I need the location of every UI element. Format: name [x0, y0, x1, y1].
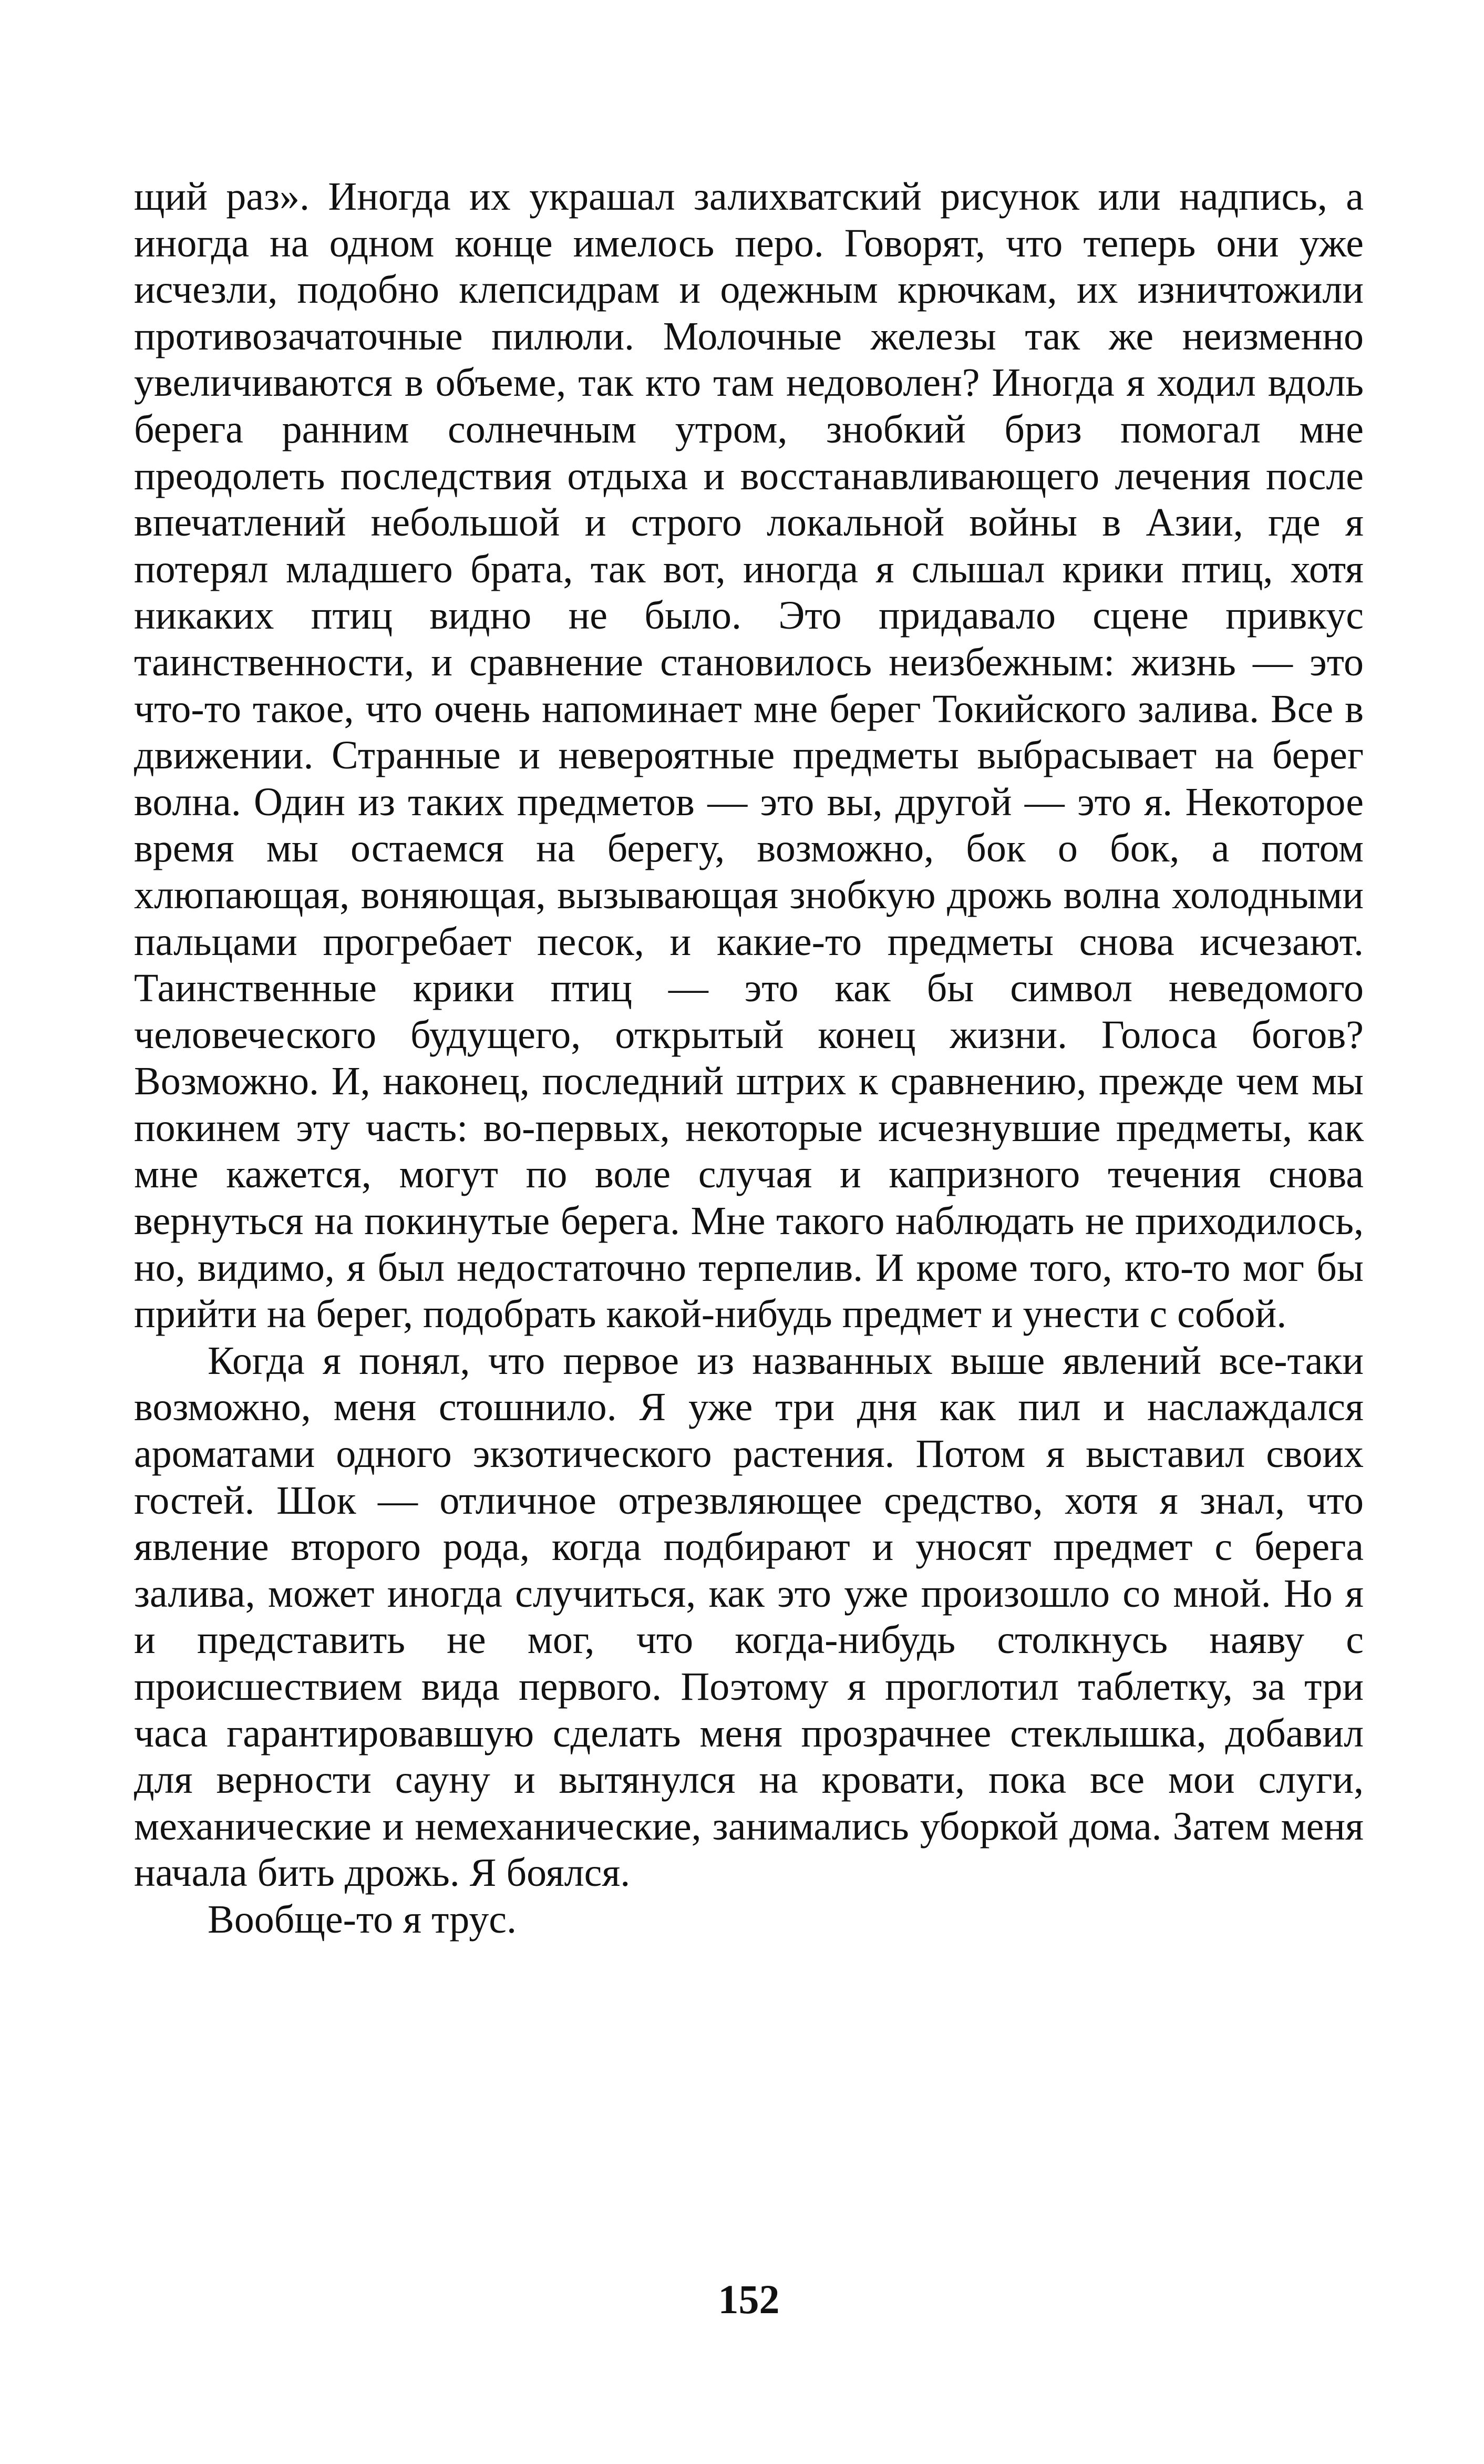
paragraph-1: щий раз». Иногда их украшал залихватский рисунок или надпись, а иногда на одном конце имелось перо. Говорят, что теперь они уже исчезли, подобно клепсидрам и одежным крючкам, их изничтожили противозачаточные пилюли. Молочные железы так же неизменно увеличиваются в объеме, так кто там недоволен? Иногда я ходил вдоль берега ранним солнечным утром, знобкий бриз помогал мне преодолеть последствия отдыха и восстанавливающего лечения после впечатлений небольшой и строго локальной войны в Азии, где я потерял младшего брата, так вот, иногда я слышал крики птиц, хотя никаких птиц видно не было. Это придавало сцене привкус таинственности, и сравнение становилось неизбежным: жизнь — это что-то такое, что очень напоминает мне берег Токийского залива. Все в движении. Странные и невероятные предметы выбрасывает на берег волна. Один из таких предметов — это вы, другой — это я. Некоторое время мы остаемся на берегу, возможно, бок о бок, а потом хлюпающая, воняющая, вызывающая знобкую дрожь волна холодными пальцами прогребает песок, и какие-то предметы снова исчезают. Таинственные крики птиц — это как бы символ неведомого человеческого будущего, открытый конец жизни. Голоса богов? Возможно. И, наконец, последний штрих к сравнению, прежде чем мы покинем эту часть: во-первых, некоторые исчезнувшие предметы, как мне кажется, могут по воле случая и капризного течения снова вернуться на покинутые берега. Мне такого наблюдать не приходилось, но, видимо, я был недостаточно терпелив. И кроме того, кто-то мог бы прийти на берег, подобрать какой-нибудь предмет и унести с собой.	[134, 174, 1364, 1337]
book-page	[134, 173, 1364, 2381]
page-number: 152	[718, 2276, 780, 2322]
paragraph-3: Вообще-то я трус.	[208, 1897, 517, 1942]
paragraph-2: Когда я понял, что первое из названных выше явлений все-таки возможно, меня стошнило. Я уже три дня как пил и наслаждался ароматами одного экзотического растения. Потом я выставил своих гостей. Шок — отличное отрезвляющее средство, хотя я знал, что явление второго рода, когда подбирают и уносят предмет с берега залива, может иногда случиться, как это уже произошло со мной. Но я и представить не мог, что когда-нибудь столкнусь наяву с происшествием вида первого. Поэтому я проглотил таблетку, за три часа гарантировавшую сделать меня прозрачнее стеклышка, добавил для верности сауну и вытянулся на кровати, пока все мои слуги, механические и немеханические, занимались уборкой дома. Затем меня начала бить дрожь. Я боялся.	[134, 1338, 1364, 1895]
